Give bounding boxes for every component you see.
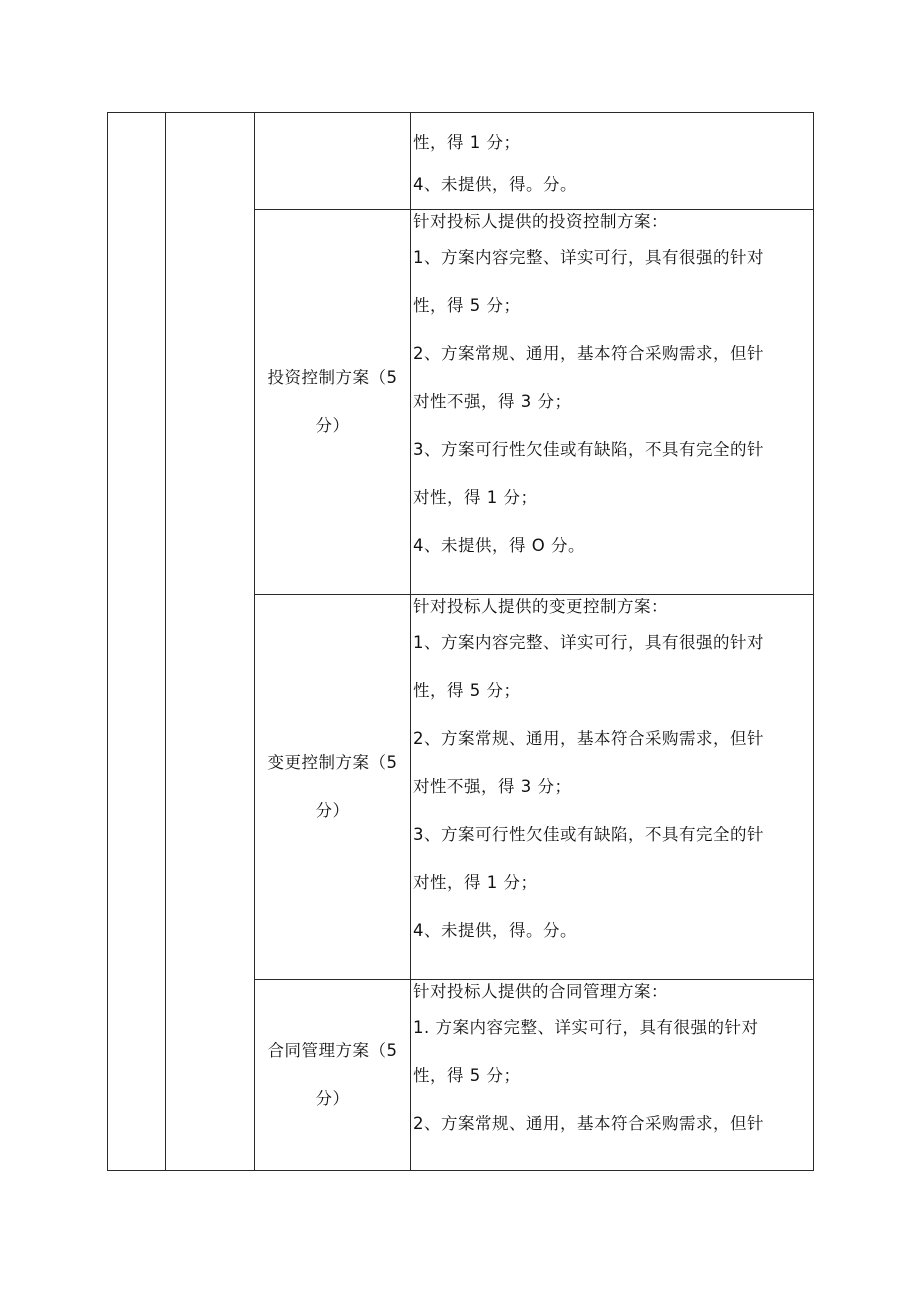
content-line: 对性，得 1 分；: [413, 488, 538, 507]
content-cell: [411, 595, 814, 980]
content-line: 针对投标人提供的变更控制方案：: [413, 597, 668, 616]
subcategory-cell: [166, 113, 255, 1171]
content-line: 性，得 5 分；: [413, 681, 521, 700]
criterion-cell: [255, 595, 411, 980]
content-line: 2、方案常规、通用，基本符合采购需求，但针: [413, 729, 764, 748]
content-line: 2、方案常规、通用，基本符合采购需求，但针: [413, 344, 764, 363]
content-cell: [411, 980, 814, 1171]
content-line: 2、方案常规、通用，基本符合采购需求，但针: [413, 1114, 764, 1133]
content-line: 对性，得 1 分；: [413, 873, 538, 892]
content-line: 4、未提供，得。分。: [413, 175, 577, 194]
content-line: 对性不强，得 3 分；: [413, 777, 572, 796]
criterion-label: 变更控制方案（5: [267, 753, 398, 772]
content-line: 3、方案可行性欠佳或有缺陷，不具有完全的针: [413, 440, 764, 459]
criterion-label: 合同管理方案（5: [267, 1041, 398, 1060]
criterion-label: 投资控制方案（5: [267, 368, 398, 387]
criterion-points: 分）: [315, 1089, 350, 1108]
content-line: 4、未提供，得。分。: [413, 921, 577, 940]
content-line: 1、方案内容完整、详实可行，具有很强的针对: [413, 633, 764, 652]
content-line: 针对投标人提供的合同管理方案：: [413, 982, 668, 1001]
content-line: 1. 方案内容完整、详实可行，具有很强的针对: [413, 1018, 759, 1037]
criterion-points: 分）: [315, 801, 350, 820]
content-line: 性，得 5 分；: [413, 1066, 521, 1085]
content-line: 3、方案可行性欠佳或有缺陷，不具有完全的针: [413, 825, 764, 844]
content-line: 4、未提供，得 O 分。: [413, 536, 585, 555]
content-line: 性，得 5 分；: [413, 296, 521, 315]
category-cell: [108, 113, 166, 1171]
content-cell: [411, 210, 814, 595]
criterion-cell: [255, 210, 411, 595]
criterion-cell: [255, 980, 411, 1171]
content-line: 对性不强，得 3 分；: [413, 392, 572, 411]
content-line: 性，得 1 分；: [413, 133, 521, 152]
content-line: 1、方案内容完整、详实可行，具有很强的针对: [413, 248, 764, 267]
content-cell: [411, 113, 814, 210]
content-line: 针对投标人提供的投资控制方案：: [413, 212, 668, 231]
table-row: [108, 113, 814, 210]
criterion-points: 分）: [315, 416, 350, 435]
criterion-cell: [255, 113, 411, 210]
scoring-table: [107, 112, 814, 1171]
